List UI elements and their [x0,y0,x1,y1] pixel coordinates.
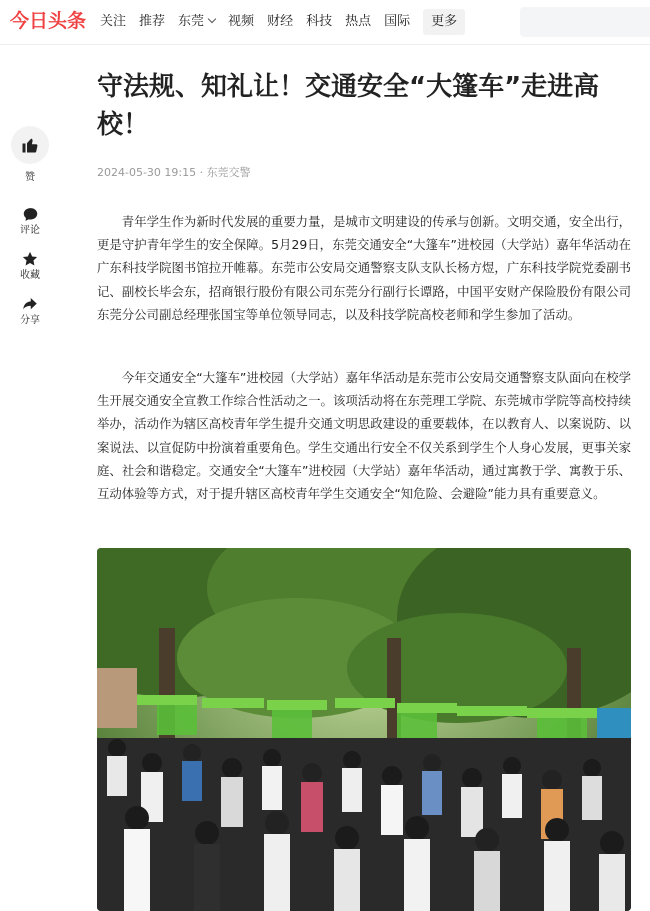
nav-item-dongguan-label: 东莞 [178,14,205,29]
event-photo-illustration [97,548,631,911]
like-label: 赞 [25,172,35,183]
share-label: 分享 [20,315,40,326]
nav-item-follow[interactable]: 关注 [100,14,127,29]
article-paragraph: 青年学生作为新时代发展的重要力量，是城市文明建设的传承与创新。文明交通，安全出行，更是守护青年学生的安全保障。5月29日，东莞交通安全“大篷车”进校园（大学站）嘉年华活动在广东科技学院图书馆拉开帷幕。东莞市公安局交通警察支队支队长杨方煜，广东科技学院党委副书记、副校长毕会东，招商银行股份有限公司东莞分行副行长谭路，中国平安财产保险股份有限公司东莞分公司副总经理张国宝等单位领导同志，以及科技学院高校老师和学生参加了活动。 [97,214,631,322]
channel-nav [100,0,465,44]
meta-separator: · [196,166,207,179]
chevron-down-icon [208,15,216,23]
thumbs-up-icon [21,136,39,154]
like-circle [11,126,49,164]
favorite-button[interactable] [11,250,49,282]
nav-item-hot[interactable]: 热点 [345,14,372,29]
nav-item-dongguan[interactable] [178,0,215,44]
nav-item-finance[interactable]: 财经 [267,14,294,29]
nav-more-button[interactable]: 更多 [423,9,465,35]
nav-item-video[interactable]: 视频 [228,14,255,29]
comment-label: 评论 [20,225,40,236]
share-button[interactable] [11,295,49,327]
top-header [0,0,650,45]
share-arrow-icon [21,295,39,313]
nav-item-tech[interactable]: 科技 [306,14,333,29]
article-title: 守法规、知礼让！交通安全“大篷车”走进高校！ [97,72,600,140]
article-photo [97,548,631,911]
nav-item-international[interactable]: 国际 [384,14,411,29]
like-button[interactable] [11,126,49,184]
publish-time: 2024-05-30 19:15 [97,166,197,179]
nav-item-recommend[interactable]: 推荐 [139,14,166,29]
site-logo[interactable]: 今日头条 [10,10,87,32]
star-icon [21,250,39,268]
action-bar [11,126,51,327]
author-name[interactable]: 东莞交警 [206,166,251,179]
comment-icon [22,206,39,223]
search-input[interactable] [520,7,650,37]
favorite-label: 收藏 [20,270,40,281]
article-paragraph: 今年交通安全“大篷车”进校园（大学站）嘉年华活动是东莞市公安局交通警察支队面向在校学生开展交通安全宣教工作综合性活动之一。该项活动将在东莞理工学院、东莞城市学院等高校持续举办，活动作为辖区高校青年学生提升交通文明思政建设的重要载体，在以教育人、以案说防、以案说法、以宣促防中扮演着重要角色。学生交通出行安全不仅关系到学生个人身心发展，更事关家庭、社会和谐稳定。交通安全“大篷车”进校园（大学站）嘉年华活动，通过寓教于学、寓教于乐、互动体验等方式，对于提升辖区高校青年学生交通安全“知危险、会避险”能力具有重要意义。 [97,370,631,502]
comment-button[interactable] [11,206,49,237]
article-meta [97,165,251,181]
